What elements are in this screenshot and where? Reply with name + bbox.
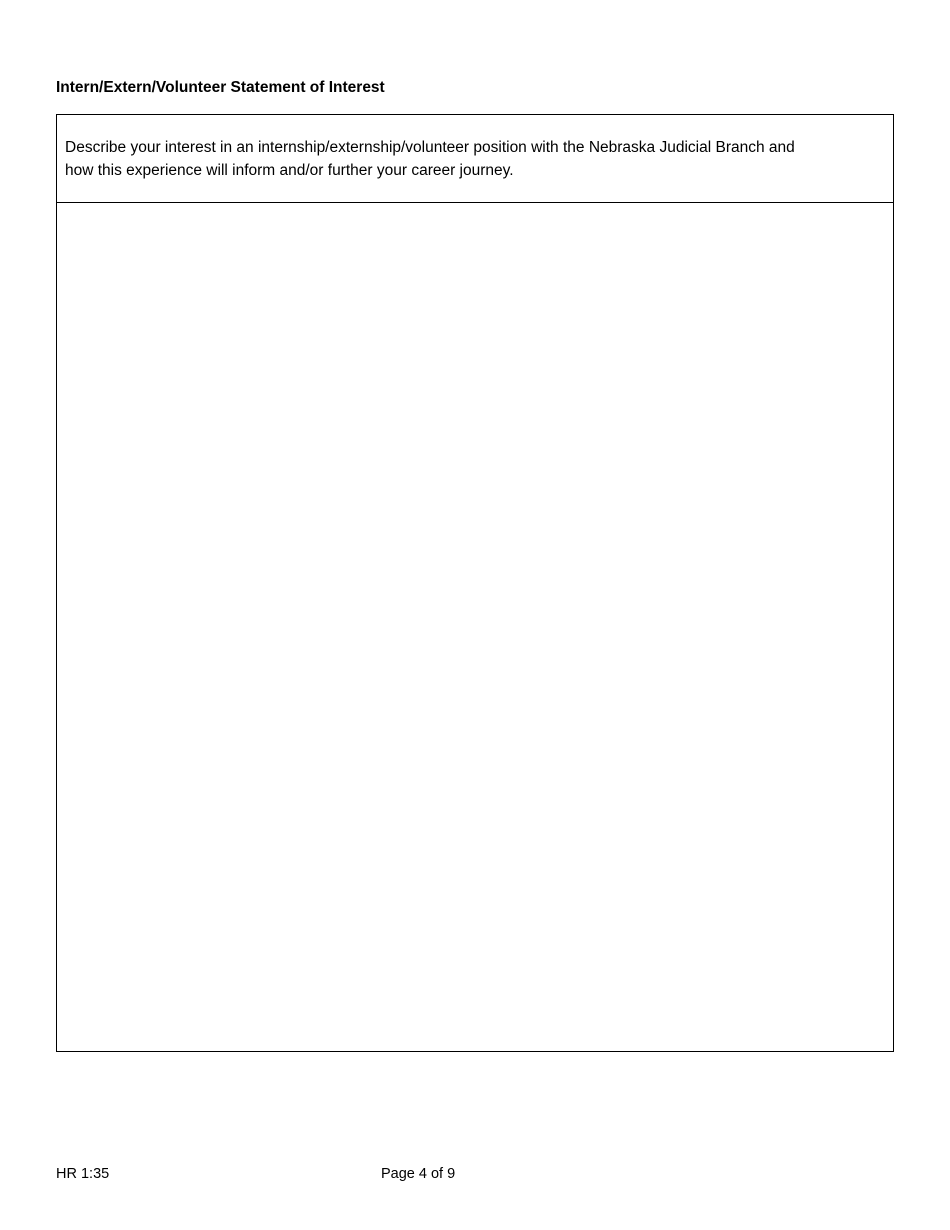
prompt-cell bbox=[57, 115, 893, 203]
prompt-line-2: how this experience will inform and/or further your career journey. bbox=[65, 162, 514, 179]
statement-of-interest-table bbox=[56, 114, 894, 1052]
prompt-line-1: Describe your interest in an internship/externship/volunteer position with the Nebraska Judicial Branch and bbox=[65, 139, 795, 156]
prompt-text bbox=[65, 136, 887, 182]
section-title: Intern/Extern/Volunteer Statement of Interest bbox=[56, 79, 385, 96]
statement-response-field[interactable] bbox=[57, 204, 893, 1051]
footer-form-code: HR 1:35 bbox=[56, 1166, 110, 1182]
footer-page-number: Page 4 of 9 bbox=[381, 1166, 456, 1182]
